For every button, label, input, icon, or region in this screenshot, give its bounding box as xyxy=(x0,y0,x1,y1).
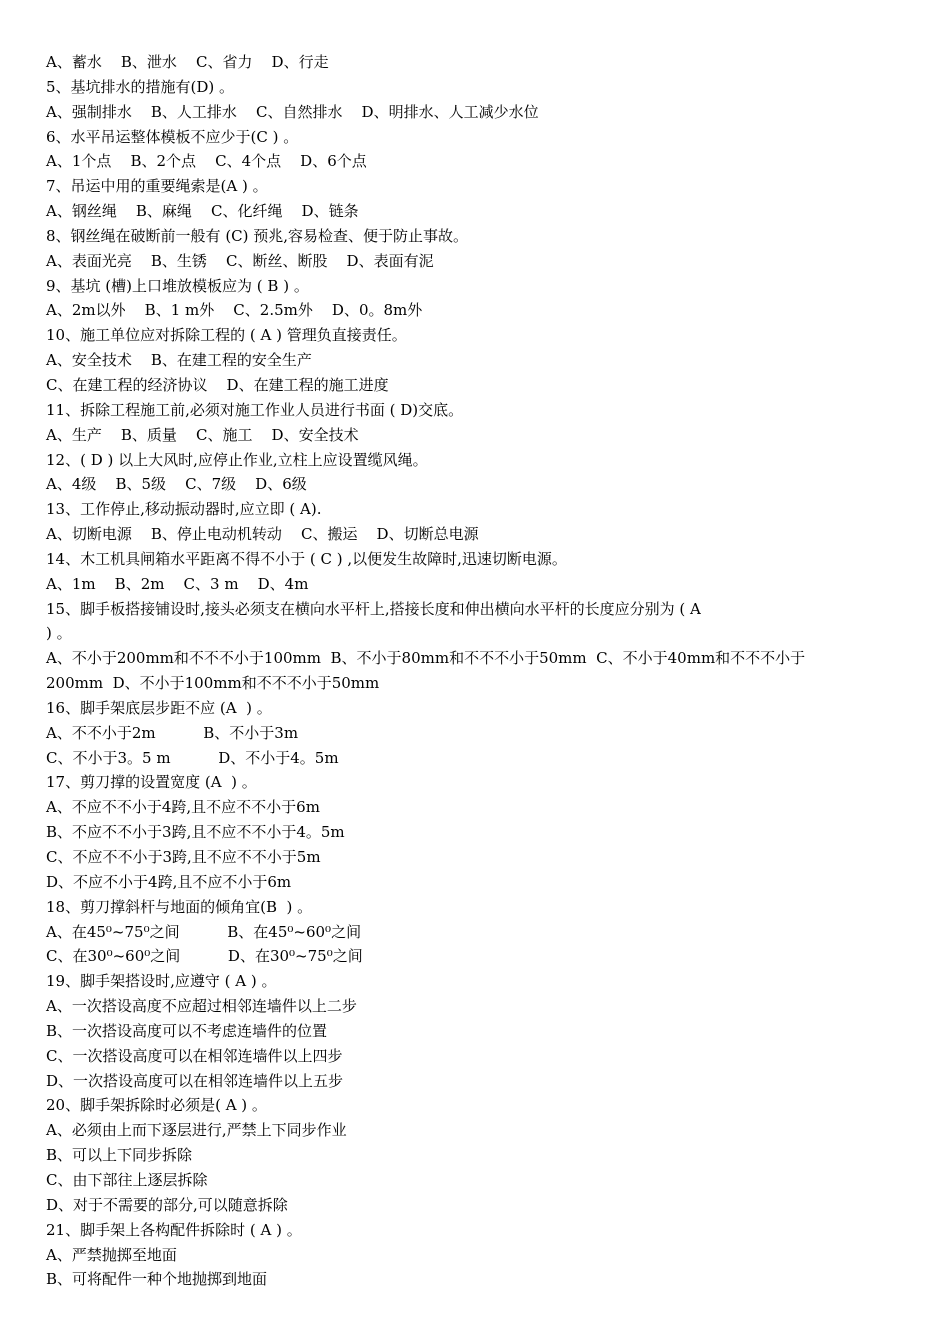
question-line: 8、钢丝绳在破断前一般有 (C) 预兆,容易检查、便于防止事故。 xyxy=(46,226,469,245)
options-line: A、不不小于2m B、不小于3m xyxy=(46,723,299,742)
options-line-continued: 200mm D、不小于100mm和不不不小于50mm xyxy=(46,674,380,693)
question-line: 12、( D ) 以上大风时,应停止作业,立柱上应设置缆风绳。 xyxy=(46,450,428,469)
options-line: C、在30⁰~60⁰之间 D、在30⁰~75⁰之间 xyxy=(46,947,363,966)
options-line: D、对于不需要的部分,可以随意拆除 xyxy=(46,1195,288,1214)
question-line: 18、剪刀撑斜杆与地面的倾角宜(B ) 。 xyxy=(46,897,313,916)
options-line: A、严禁抛掷至地面 xyxy=(46,1245,177,1264)
options-line: B、可以上下同步拆除 xyxy=(46,1146,193,1165)
question-line: 20、脚手架拆除时必须是( A ) 。 xyxy=(46,1096,267,1115)
options-line: A、1m B、2m C、3 m D、4m xyxy=(46,574,309,593)
options-line: A、在45⁰~75⁰之间 B、在45⁰~60⁰之间 xyxy=(46,922,362,941)
question-line: 14、木工机具闸箱水平距离不得不小于 ( C ) ,以便发生故障时,迅速切断电源。 xyxy=(46,549,567,568)
options-line: A、钢丝绳 B、麻绳 C、化纤绳 D、链条 xyxy=(46,202,359,221)
options-line: A、表面光亮 B、生锈 C、断丝、断股 D、表面有泥 xyxy=(46,251,434,270)
options-line: A、一次搭设高度不应超过相邻连墙件以上二步 xyxy=(46,997,357,1016)
question-line: 21、脚手架上各构配件拆除时 ( A ) 。 xyxy=(46,1220,302,1239)
options-line: D、一次搭设高度可以在相邻连墙件以上五步 xyxy=(46,1071,344,1090)
options-line: C、在建工程的经济协议 D、在建工程的施工进度 xyxy=(46,375,389,394)
question-line: 15、脚手板搭接铺设时,接头必须支在横向水平杆上,搭接长度和伸出横向水平杆的长度应分别为 ( A xyxy=(46,599,701,618)
question-line: 16、脚手架底层步距不应 (A ) 。 xyxy=(46,698,272,717)
options-line: A、必须由上而下逐层进行,严禁上下同步作业 xyxy=(46,1121,347,1140)
options-line: A、安全技术 B、在建工程的安全生产 xyxy=(46,351,312,370)
options-line: A、不小于200mm和不不不小于100mm B、不小于80mm和不不不小于50mm C、不小于40mm和不不不小于 xyxy=(46,649,806,668)
options-line: A、不应不不小于4跨,且不应不不小于6m xyxy=(46,798,320,817)
options-line: A、切断电源 B、停止电动机转动 C、搬运 D、切断总电源 xyxy=(46,525,479,544)
text-line: A、蓄水 B、泄水 C、省力 D、行走 xyxy=(46,53,329,71)
question-line: 10、施工单位应对拆除工程的 ( A ) 管理负直接责任。 xyxy=(46,326,407,345)
question-line: 6、水平吊运整体模板不应少于(C ) 。 xyxy=(46,127,299,146)
options-line: C、一次搭设高度可以在相邻连墙件以上四步 xyxy=(46,1046,343,1065)
question-line: 19、脚手架搭设时,应遵守 ( A ) 。 xyxy=(46,972,277,991)
question-line: 5、基坑排水的措施有(D) 。 xyxy=(46,77,235,96)
question-line: 17、剪刀撑的设置宽度 (A ) 。 xyxy=(46,773,257,792)
question-line: 13、工作停止,移动振动器时,应立即 ( A). xyxy=(46,500,322,519)
options-line: A、4级 B、5级 C、7级 D、6级 xyxy=(46,475,307,494)
options-line: A、1个点 B、2个点 C、4个点 D、6个点 xyxy=(46,152,367,171)
options-line: C、不小于3。5 m D、不小于4。5m xyxy=(46,748,339,767)
options-line: B、不应不不小于3跨,且不应不不小于4。5m xyxy=(46,823,345,842)
question-line: 7、吊运中用的重要绳索是(A ) 。 xyxy=(46,177,268,196)
question-line-continued: ) 。 xyxy=(46,624,72,643)
options-line: A、2m以外 B、1 m外 C、2.5m外 D、0。8m外 xyxy=(46,301,423,320)
options-line: B、一次搭设高度可以不考虑连墙件的位置 xyxy=(46,1021,328,1040)
question-line: 11、拆除工程施工前,必须对施工作业人员进行书面 ( D)交底。 xyxy=(46,400,464,419)
options-line: B、可将配件一种个地抛掷到地面 xyxy=(46,1270,268,1289)
options-line: C、不应不不小于3跨,且不应不不小于5m xyxy=(46,848,321,866)
options-line: D、不应不小于4跨,且不应不小于6m xyxy=(46,872,292,891)
options-line: C、由下部往上逐层拆除 xyxy=(46,1170,208,1189)
options-line: A、强制排水 B、人工排水 C、自然排水 D、明排水、人工减少水位 xyxy=(46,102,539,121)
question-line: 9、基坑 (槽)上口堆放模板应为 ( B ) 。 xyxy=(46,276,309,295)
options-line: A、生产 B、质量 C、施工 D、安全技术 xyxy=(46,425,359,444)
